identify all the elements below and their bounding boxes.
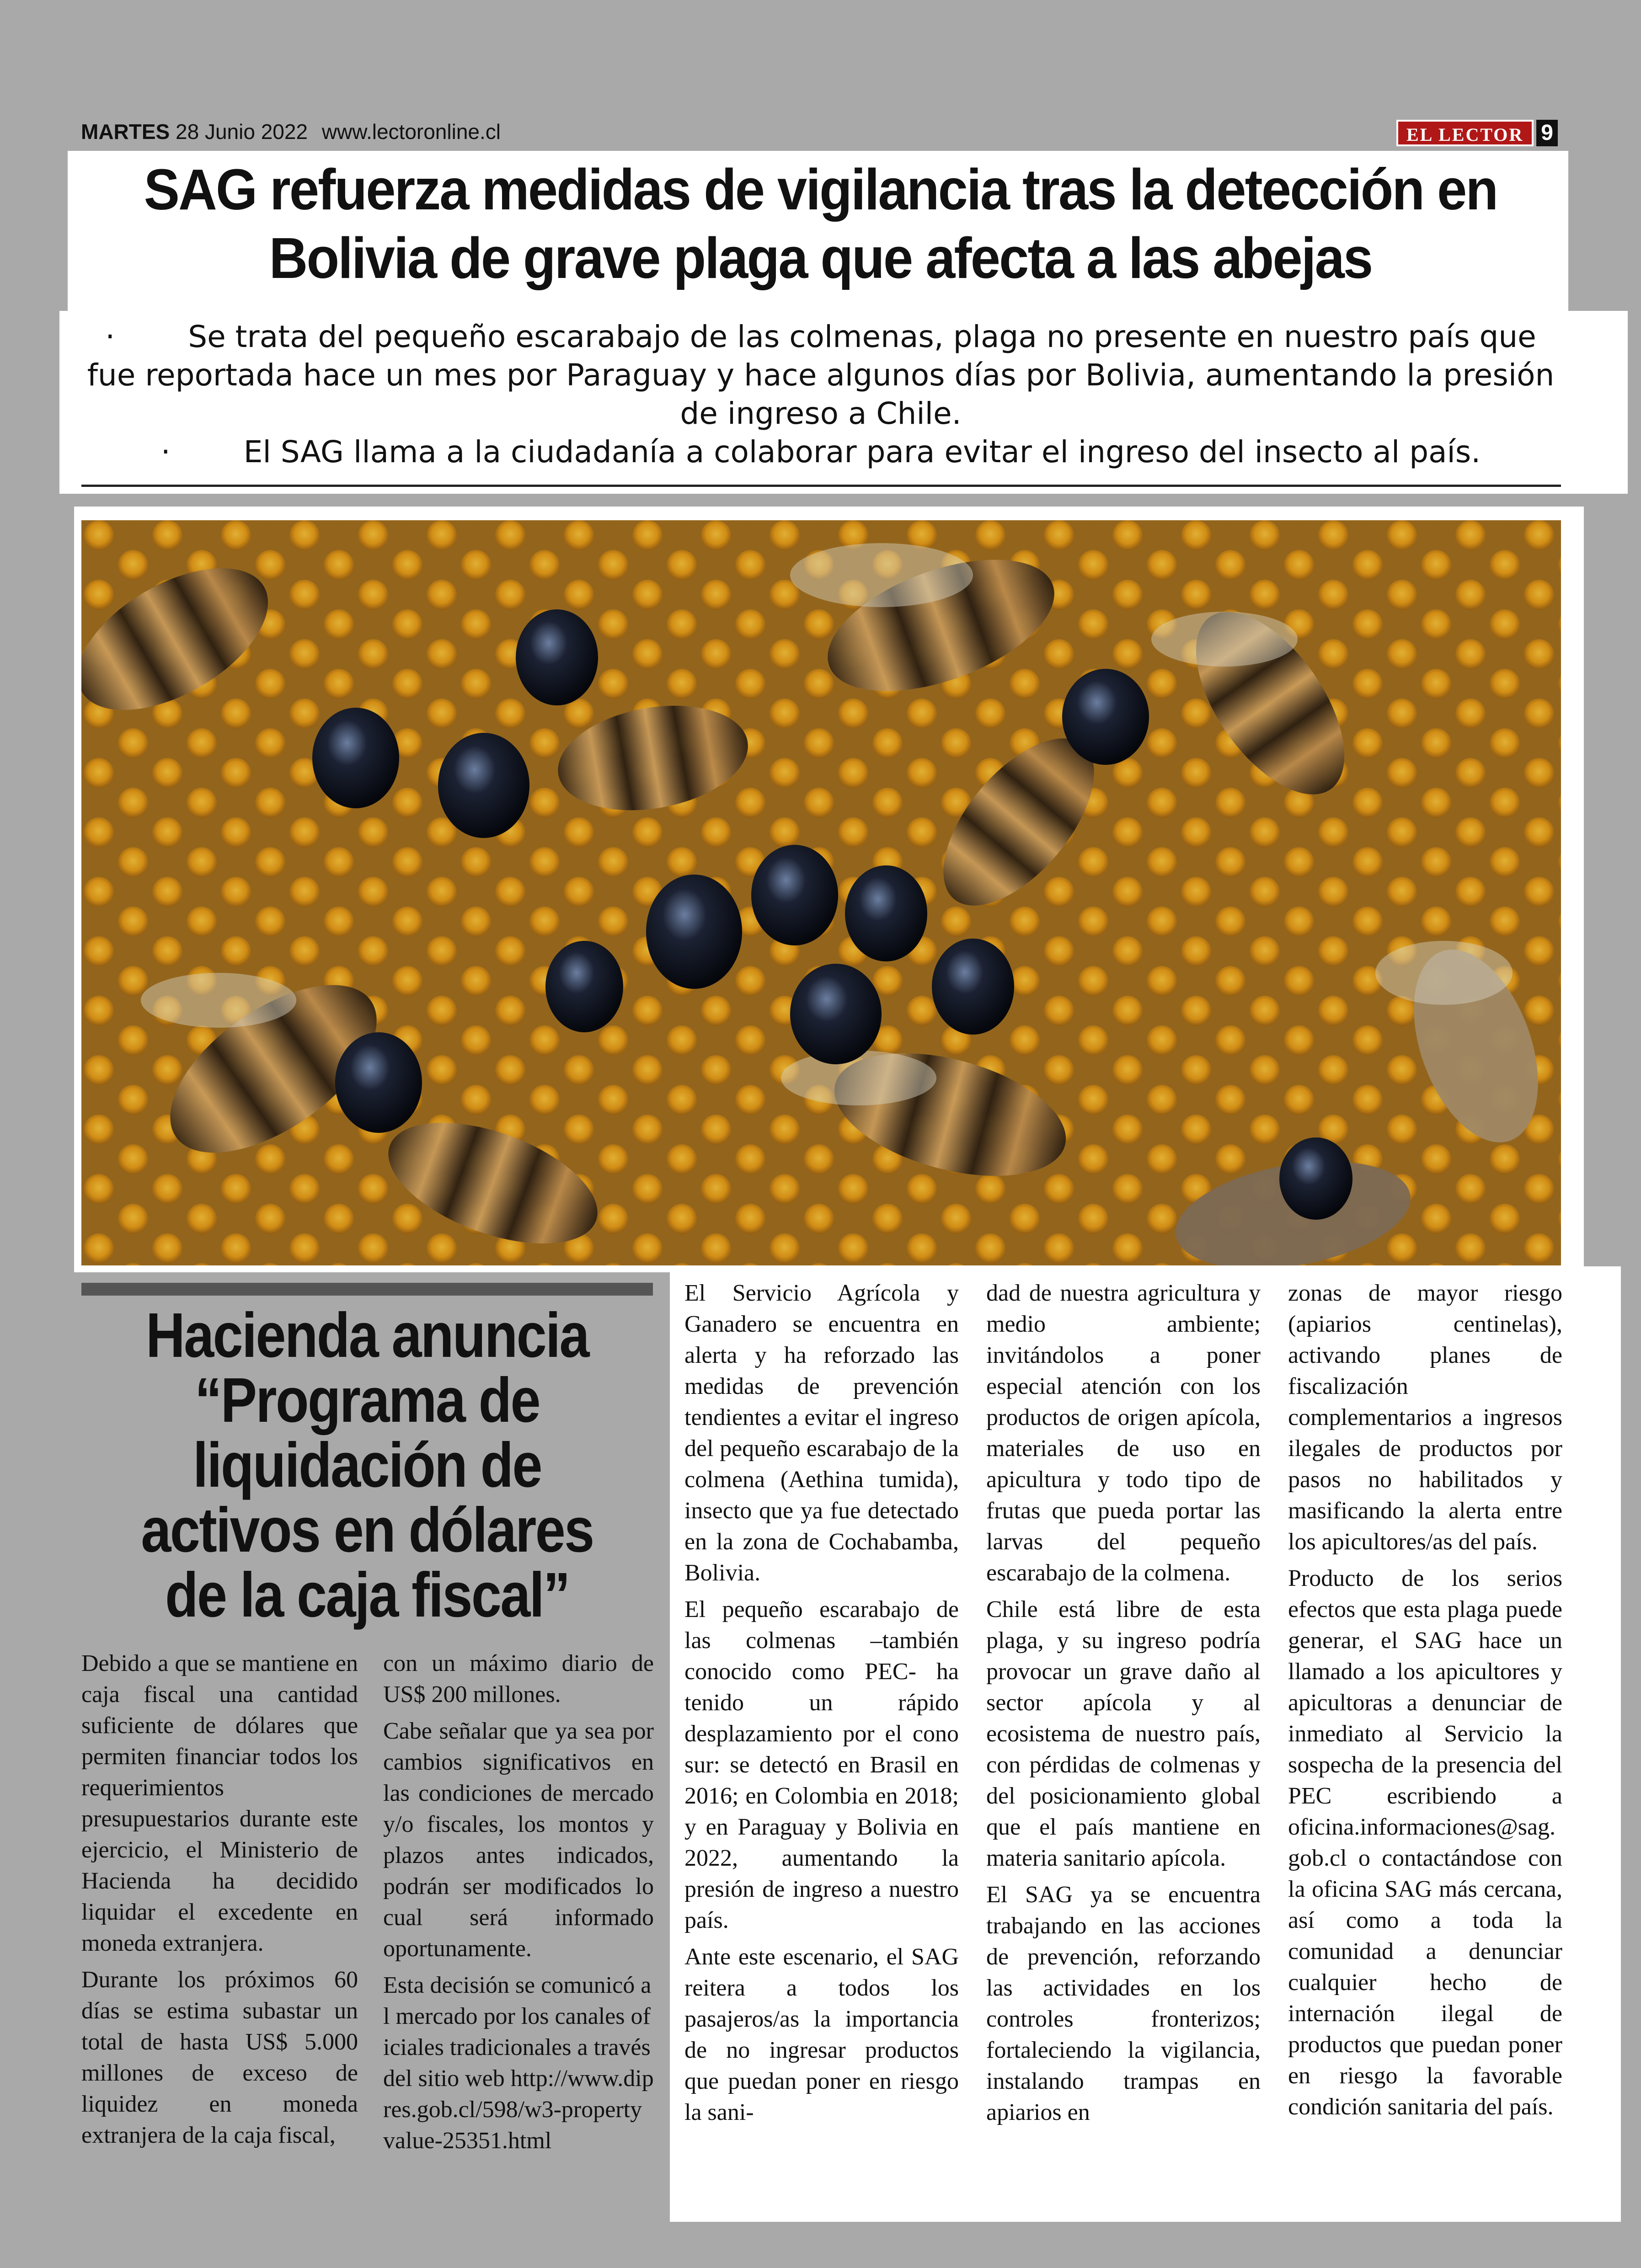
article-column-2 xyxy=(986,1278,1261,2134)
lead-point-2-text: El SAG llama a la ciudadanía a colaborar para evitar el ingreso del insecto al país. xyxy=(243,434,1481,470)
bullet-icon: · xyxy=(105,319,115,354)
paragraph: Durante los próximos 60 días se estima subastar un total de hasta US$ 5.000 millones de exceso de liquidez en moneda extranjera de la caja fiscal, xyxy=(81,1967,358,2148)
article-column-1 xyxy=(684,1278,959,2134)
paragraph: Ante este escenario, el SAG reitera a todos los pasajeros/as la importancia de no ingresar productos que puedan poner en riesgo la sani- xyxy=(684,1944,959,2125)
page-number: 9 xyxy=(1536,120,1558,146)
paragraph: Producto de los serios efectos que esta plaga puede generar, el SAG hace un llamado a los apicultores y apicultoras a denunciar de inmediato al Servicio la sospecha de la presencia del PEC escribiendo a oficina.informaciones@sag.gob.cl o contactándose con la oficina SAG más cercana, así como a toda la comunidad a denunciar cualquier hecho de internación ilegal de productos que puedan poner en riesgo la favorable condición sanitaria del país. xyxy=(1288,1565,1562,2120)
paragraph: El Servicio Agrícola y Ganadero se encuentra en alerta y ha reforzado las medidas de prevención tendientes a evitar el ingreso del pequeño escarabajo de la colmena (Aethina tumida), insecto que ya fue detectado en la zona de Cochabamba, Bolivia. xyxy=(684,1280,959,1586)
paragraph: zonas de mayor riesgo (apiarios centinelas), activando planes de fiscalización complementarios a ingresos ilegales de productos por pasos no habilitados y masificando la alerta entre los apicultores/as del país. xyxy=(1288,1280,1562,1555)
paragraph: Esta decisión se comunicó al mercado por los canales oficiales tradicionales a través del sitio web http://www.dipres.gob.cl/598/w3-propertyvalue-25351.html xyxy=(383,1972,654,2154)
lead-point-2 xyxy=(80,433,1561,471)
lead-point-1 xyxy=(80,318,1561,433)
divider-rule xyxy=(81,485,1561,487)
headline: SAG refuerza medidas de vigilancia tras la detección en Bolivia de grave plaga que afecta a las abejas xyxy=(144,157,1497,290)
article-photo xyxy=(81,520,1561,1265)
masthead-date: 28 Junio 2022 xyxy=(176,120,308,144)
logo-text: EL LECTOR xyxy=(1396,120,1534,146)
paragraph: El pequeño escarabajo de las colmenas –también conocido como PEC- ha tenido un rápido desplazamiento por el cono sur: se detectó en Brasil en 2016; en Colombia en 2018; y en Paraguay y Bolivia en 2022, aumentando la presión de ingreso a nuestro país. xyxy=(684,1596,959,1933)
masthead-website[interactable]: www.lectoronline.cl xyxy=(321,120,501,144)
sidebar-title: Hacienda anuncia “Programa de liquidación de activos en dólares de la caja fiscal” xyxy=(141,1300,593,1630)
paragraph: dad de nuestra agricultura y medio ambiente; invitándolos a poner especial atención con los productos de origen apícola, materiales de uso en apicultura y todo tipo de frutas que pueda portar las larvas del pequeño escarabajo de la colmena. xyxy=(986,1280,1261,1586)
paragraph: Debido a que se mantiene en caja fiscal una cantidad suficiente de dólares que permiten financiar todos los requerimientos presupuestarios durante este ejercicio, el Ministerio de Hacienda ha decidido liquidar el excedente en moneda extranjera. xyxy=(81,1650,358,1956)
paragraph: con un máximo diario de US$ 200 millones. xyxy=(383,1650,654,1708)
bullet-icon: · xyxy=(160,434,171,470)
lead-point-1-text: Se trata del pequeño escarabajo de las colmenas, plaga no presente en nuestro país que fue reportada hace un mes por Paraguay y hace algunos días por Bolivia, aumentando la presión de ingreso a Chile. xyxy=(87,319,1555,431)
paragraph: Cabe señalar que ya sea por cambios significativos en las condiciones de mercado y/o fiscales, los montos y plazos antes indicados, podrán ser modificados lo cual será informado oportunamente. xyxy=(383,1718,654,1962)
honeycomb-bees-illustration xyxy=(81,520,1561,1265)
sidebar-bar xyxy=(81,1283,653,1296)
article-column-3 xyxy=(1288,1278,1562,2128)
publication-logo xyxy=(1396,120,1558,146)
masthead xyxy=(81,115,1560,148)
masthead-day: MARTES xyxy=(81,120,170,144)
lead-summary xyxy=(80,318,1561,471)
sidebar-column-1 xyxy=(81,1648,358,2156)
paragraph: Chile está libre de esta plaga, y su ingreso podría provocar un grave daño al sector apícola y al ecosistema de nuestro país, con pérdidas de colmenas y del posicionamiento global que el país mantiene en materia sanitario apícola. xyxy=(986,1596,1261,1871)
sidebar-column-2 xyxy=(383,1648,654,2162)
paragraph: El SAG ya se encuentra trabajando en las acciones de prevención, reforzando las actividades en los controles fronterizos; fortaleciendo la vigilancia, instalando trampas en apiarios en xyxy=(986,1882,1261,2125)
